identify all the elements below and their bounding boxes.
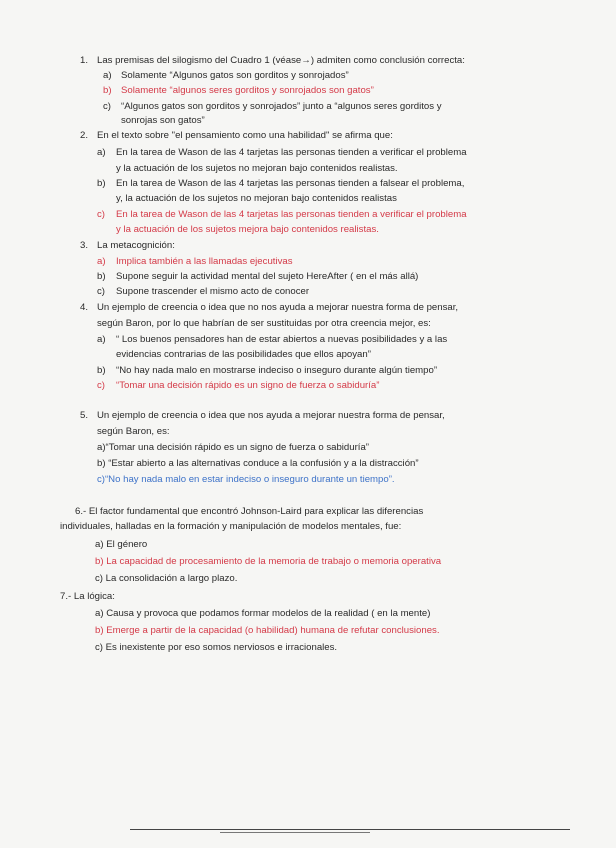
q1-option-c-line2: sonrojas son gatos” — [121, 115, 205, 126]
q6-stem-line2: individuales, halladas en la formación y manipulación de modelos mentales, fue: — [60, 521, 402, 532]
q7-stem: 7.- La lógica: — [60, 591, 115, 602]
q1-option-a-letter: a) — [103, 70, 112, 81]
q4-option-c: “Tomar una decisión rápido es un signo de fuerza o sabiduría” — [116, 380, 380, 391]
q2-option-b-letter: b) — [97, 178, 106, 189]
q4-number: 4. — [80, 302, 89, 313]
q4-option-b: “No hay nada malo en mostrarse indeciso o inseguro durante algún tiempo” — [116, 365, 438, 376]
q1-stem: Las premisas del silogismo del Cuadro 1 (véase→) admiten como conclusión correcta: — [97, 55, 465, 66]
q3-option-c: Supone trascender el mismo acto de conocer — [116, 286, 310, 297]
q3-number: 3. — [80, 240, 89, 251]
q2-option-a-line2: y la actuación de los sujetos no mejoran bajo contenidos realistas. — [116, 163, 398, 174]
q6-option-a: a) El género — [95, 539, 148, 550]
q3-stem: La metacognición: — [97, 240, 175, 251]
q6-option-b: b) La capacidad de procesamiento de la memoria de trabajo o memoria operativa — [95, 556, 442, 567]
q6-stem-line1: 6.- El factor fundamental que encontró Johnson-Laird para explicar las diferencias — [75, 506, 424, 517]
q3-option-a: Implica también a las llamadas ejecutivas — [116, 256, 293, 267]
q5-option-c: c)“No hay nada malo en estar indeciso o inseguro durante un tiempo”. — [97, 474, 395, 485]
q1-option-a: Solamente “Algunos gatos son gorditos y sonrojados” — [121, 70, 349, 81]
q6-option-c: c) La consolidación a largo plazo. — [95, 573, 238, 584]
q5-number: 5. — [80, 410, 89, 421]
q2-stem: En el texto sobre "el pensamiento como una habilidad" se afirma que: — [97, 130, 393, 141]
q4-option-b-letter: b) — [97, 365, 106, 376]
q2-option-c-letter: c) — [97, 209, 105, 220]
q4-option-c-letter: c) — [97, 380, 105, 391]
q1-option-b: Solamente “algunos seres gorditos y sonrojados son gatos” — [121, 85, 374, 96]
q1-option-c-letter: c) — [103, 101, 111, 112]
q4-stem-line2: según Baron, por lo que habrían de ser sustituidas por otra creencia mejor, es: — [97, 318, 431, 329]
q2-number: 2. — [80, 130, 89, 141]
q7-option-c: c) Es inexistente por eso somos nerviosos e irracionales. — [95, 642, 338, 653]
q1-option-c-line1: “Algunos gatos son gorditos y sonrojados” junto a “algunos seres gorditos y — [121, 101, 442, 112]
q5-option-b: b) “Estar abierto a las alternativas conduce a la confusión y a la distracción” — [97, 458, 419, 469]
footer-rule — [130, 829, 570, 830]
q1-number: 1. — [80, 55, 89, 66]
q2-option-c-line1: En la tarea de Wason de las 4 tarjetas las personas tienden a verificar el problema — [116, 209, 467, 220]
q2-option-b-line1: En la tarea de Wason de las 4 tarjetas las personas tienden a falsear el problema, — [116, 178, 465, 189]
q3-option-b-letter: b) — [97, 271, 106, 282]
q2-option-a-letter: a) — [97, 147, 106, 158]
q4-option-a-line2: evidencias contrarias de las posibilidades que ellos apoyan” — [116, 349, 371, 360]
q3-option-b: Supone seguir la actividad mental del sujeto HereAfter ( en el más allá) — [116, 271, 419, 282]
q3-option-c-letter: c) — [97, 286, 105, 297]
q2-option-b-line2: y, la actuación de los sujetos no mejoran bajo contenidos realistas — [116, 193, 397, 204]
q4-stem-line1: Un ejemplo de creencia o idea que no nos ayuda a mejorar nuestra forma de pensar, — [97, 302, 459, 313]
q7-option-b: b) Emerge a partir de la capacidad (o habilidad) humana de refutar conclusiones. — [95, 625, 440, 636]
q4-option-a-line1: “ Los buenos pensadores han de estar abiertos a nuevas posibilidades y a las — [116, 334, 448, 345]
q7-option-a: a) Causa y provoca que podamos formar modelos de la realidad ( en la mente) — [95, 608, 431, 619]
q4-option-a-letter: a) — [97, 334, 106, 345]
q2-option-a-line1: En la tarea de Wason de las 4 tarjetas las personas tienden a verificar el problema — [116, 147, 467, 158]
q5-stem-line1: Un ejemplo de creencia o idea que nos ayuda a mejorar nuestra forma de pensar, — [97, 410, 445, 421]
q1-option-b-letter: b) — [103, 85, 112, 96]
q5-option-a: a)“Tomar una decisión rápido es un signo de fuerza o sabiduría” — [97, 442, 369, 453]
q2-option-c-line2: y la actuación de los sujetos mejora bajo contenidos realistas. — [116, 224, 379, 235]
q5-stem-line2: según Baron, es: — [97, 426, 170, 437]
q3-option-a-letter: a) — [97, 256, 106, 267]
footer-rule-short — [220, 832, 370, 833]
